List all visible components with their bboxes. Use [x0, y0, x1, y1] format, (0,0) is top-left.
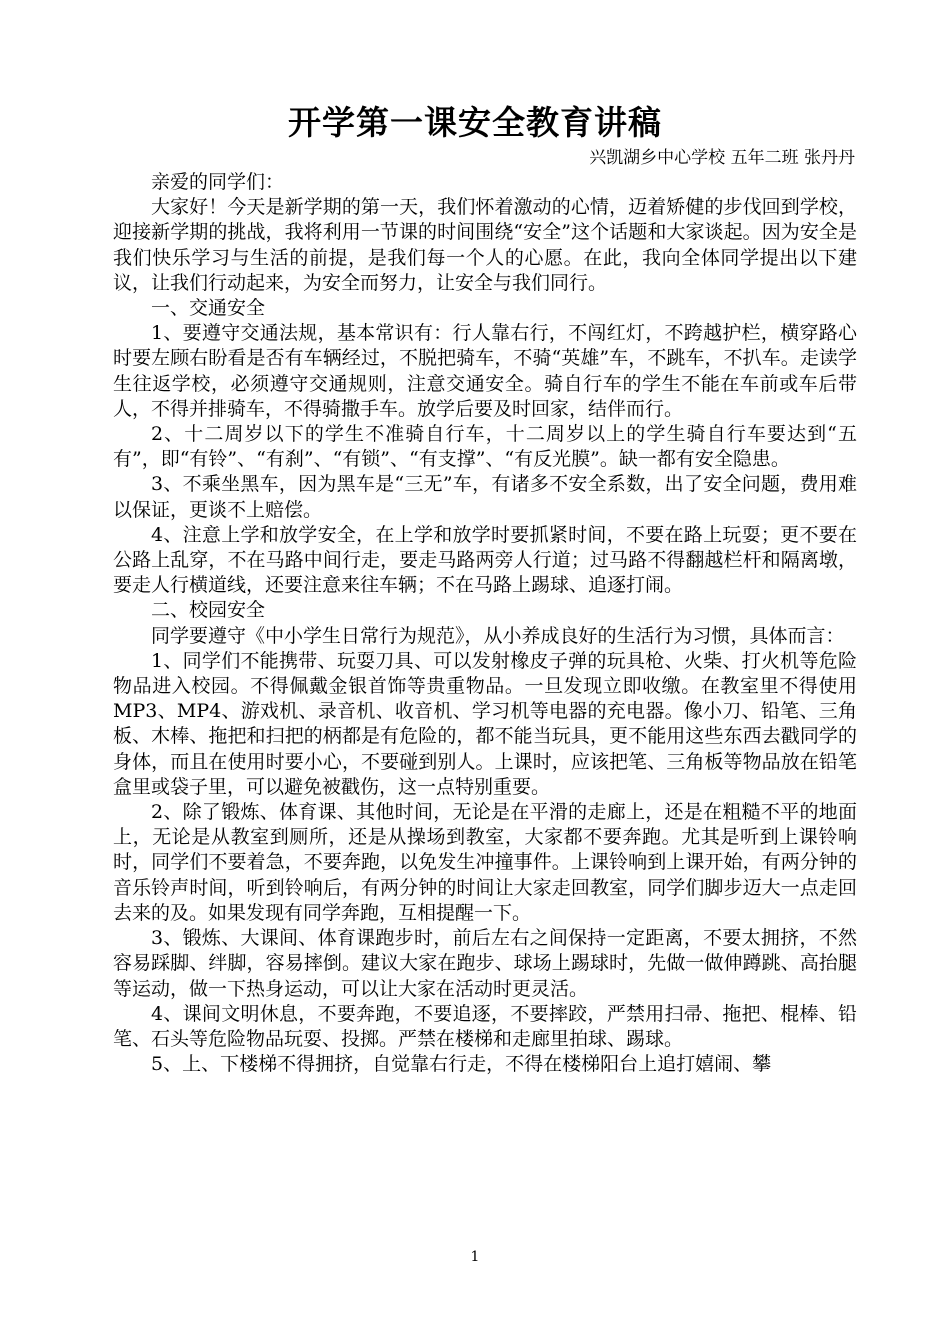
document-body — [113, 170, 857, 1077]
section-heading-campus: 二、校园安全 — [151, 599, 266, 622]
author-byline: 兴凯湖乡中心学校 五年二班 张丹丹 — [589, 148, 855, 168]
paragraph-traffic-1: 1、要遵守交通法规，基本常识有：行人靠右行，不闯红灯，不跨越护栏，横穿路心时要左顾右盼看是否有车辆经过，不脱把骑车，不骑“英雄”车，不跳车，不扒车。走读学生往返学校，必须遵守交通规则，注意交通安全。骑自行车的学生不能在车前或车后带人，不得并排骑车，不得骑撒手车。放学后要及时回家，结伴而行。 — [113, 322, 857, 420]
paragraph-campus-1: 1、同学们不能携带、玩耍刀具、可以发射橡皮子弹的玩具枪、火柴、打火机等危险物品进入校园。不得佩戴金银首饰等贵重物品。一旦发现立即收缴。在教室里不得使用MP3、MP4、游戏机、录音机、收音机、学习机等电器的充电器。像小刀、铅笔、三角板、木棒、拖把和扫把的柄都是有危险的，都不能当玩具，更不能用这些东西去戳同学的身体，而且在使用时要小心，不要碰到别人。上课时，应该把笔、三角板等物品放在铅笔盒里或袋子里，可以避免被戳伤，这一点特别重要。 — [113, 649, 857, 798]
paragraph-traffic-2: 2、十二周岁以下的学生不准骑自行车，十二周岁以上的学生骑自行车要达到“五有”，即“有铃”、“有刹”、“有锁”、“有支撑”、“有反光膜”。缺一都有安全隐患。 — [113, 423, 857, 471]
section-heading-traffic: 一、交通安全 — [151, 297, 266, 320]
paragraph-campus-4: 4、课间文明休息，不要奔跑，不要追逐，不要摔跤，严禁用扫帚、拖把、棍棒、铅笔、石头等危险物品玩耍、投掷。严禁在楼梯和走廊里拍球、踢球。 — [113, 1002, 857, 1050]
paragraph-traffic-3: 3、不乘坐黑车，因为黑车是“三无”车，有诸多不安全系数，出了安全问题，费用难以保证，更谈不上赔偿。 — [113, 473, 857, 521]
paragraph-campus-intro: 同学要遵守《中小学生日常行为规范》，从小养成良好的生活行为习惯，具体而言： — [151, 624, 845, 647]
document-title: 开学第一课安全教育讲稿 — [288, 103, 662, 142]
paragraph-campus-3: 3、锻炼、大课间、体育课跑步时，前后左右之间保持一定距离，不要太拥挤，不然容易踩脚、绊脚，容易摔倒。建议大家在跑步、球场上踢球时，先做一做伸蹲跳、高抬腿等运动，做一下热身运动，可以让大家在活动时更灵活。 — [113, 927, 857, 1000]
paragraph-traffic-4: 4、注意上学和放学安全，在上学和放学时要抓紧时间，不要在路上玩耍；更不要在公路上乱穿，不在马路中间行走，要走马路两旁人行道；过马路不得翻越栏杆和隔离墩，要走人行横道线，还要注意来往车辆；不在马路上踢球、追逐打闹。 — [113, 523, 857, 597]
paragraph-campus-2: 2、除了锻炼、体育课、其他时间，无论是在平滑的走廊上，还是在粗糙不平的地面上，无论是从教室到厕所，还是从操场到教室，大家都不要奔跑。尤其是听到上课铃响时，同学们不要着急，不要奔跑，以免发生冲撞事件。上课铃响到上课开始，有两分钟的音乐铃声时间，听到铃响后，有两分钟的时间让大家走回教室，同学们脚步迈大一点走回去来的及。如果发现有同学奔跑，互相提醒一下。 — [113, 801, 857, 924]
page-number: 1 — [470, 1249, 480, 1265]
paragraph-campus-5: 5、上、下楼梯不得拥挤，自觉靠右行走，不得在楼梯阳台上追打嬉闹、攀 — [151, 1053, 772, 1076]
salutation: 亲爱的同学们： — [151, 171, 285, 193]
paragraph-intro: 大家好！今天是新学期的第一天，我们怀着激动的心情，迈着矫健的步伐回到学校，迎接新学期的挑战，我将利用一节课的时间围绕“安全”这个话题和大家谈起。因为安全是我们快乐学习与生活的前提，是我们每一个人的心愿。在此，我向全体同学提出以下建议，让我们行动起来，为安全而努力，让安全与我们同行。 — [113, 196, 857, 294]
